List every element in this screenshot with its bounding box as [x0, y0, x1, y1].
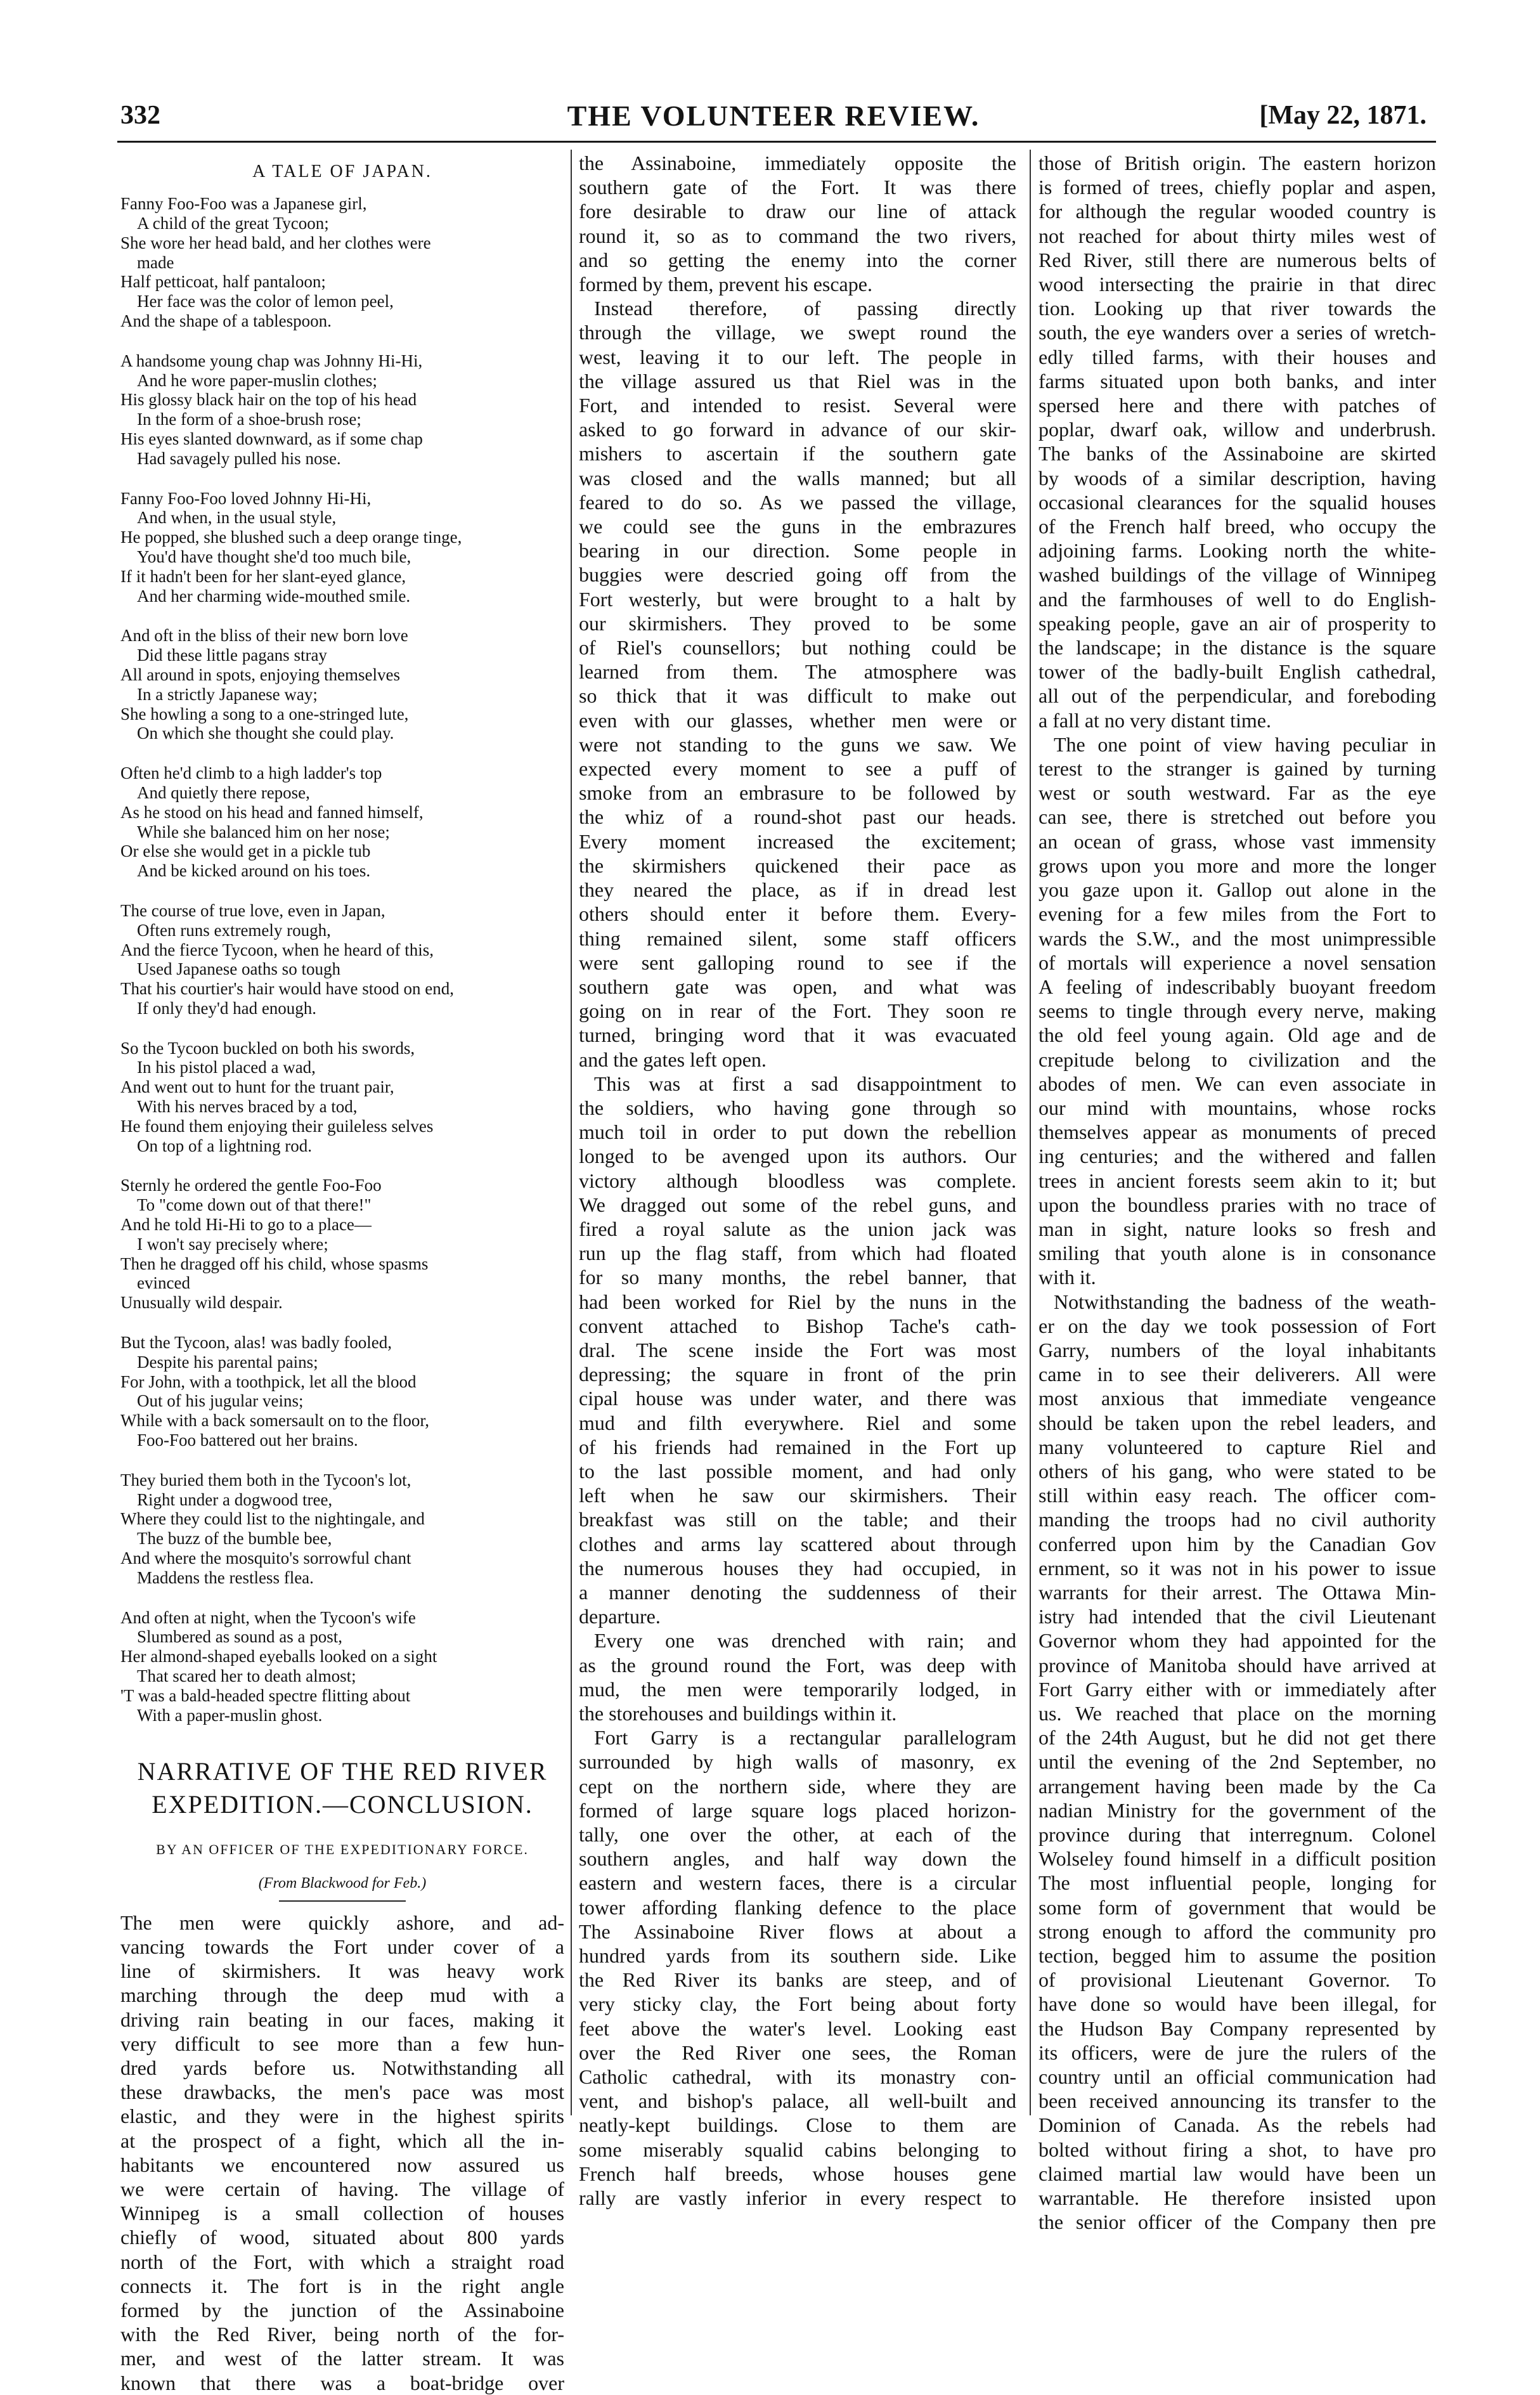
text-line: the Assinaboine, immediately opposite the	[579, 152, 1016, 174]
text-line: The men were quickly ashore, and ad-	[120, 1911, 564, 1934]
poem-line: While she balanced him on her nose;	[137, 822, 390, 841]
poem-stanza	[120, 763, 564, 881]
text-line: manding the troops had no civil authority	[1039, 1508, 1436, 1531]
text-line: clothes and arms lay scattered about through	[579, 1532, 1016, 1555]
text-line: upon the boundless praries with no trace of	[1039, 1193, 1436, 1216]
poem-line: Her almond-shaped eyeballs looked on a sight	[120, 1647, 437, 1666]
poem-stanza	[120, 1333, 564, 1450]
text-line: marching through the deep mud with a	[120, 1983, 564, 2007]
text-line: rally are vastly inferior in every respect to	[579, 2186, 1016, 2210]
poem-line: They buried them both in the Tycoon's lot,	[120, 1470, 411, 1490]
poem-line: As he stood on his head and fanned himself,	[120, 802, 424, 822]
text-line: nadian Ministry for the government of the	[1039, 1798, 1436, 1822]
text-line: southern gate of the Fort. It was there	[579, 176, 1016, 199]
text-line: hundred yards from its southern side. Like	[579, 1944, 1016, 1968]
text-line: mishers to ascertain if the southern gate	[579, 442, 1016, 465]
text-line: should be taken upon the rebel leaders, and	[1039, 1411, 1436, 1434]
text-line: been received announcing its transfer to the	[1039, 2089, 1436, 2113]
text-line: vancing towards the Fort under cover of a	[120, 1935, 564, 1958]
poem-line: And often at night, when the Tycoon's wife	[120, 1607, 416, 1627]
text-line: depressing; the square in front of the prin	[579, 1363, 1016, 1386]
text-line: warrantable. He therefore insisted upon	[1039, 2186, 1436, 2210]
text-line: the soldiers, who having gone through so	[579, 1096, 1016, 1119]
text-line: buggies were descried going off from the	[579, 563, 1016, 587]
text-line: not reached for about thirty miles west of	[1039, 224, 1436, 247]
text-line: vent, and bishop's palace, all well-built and	[579, 2089, 1016, 2113]
text-line: departure.	[579, 1605, 661, 1628]
poem-line: So the Tycoon buckled on both his swords,	[120, 1038, 415, 1058]
article-byline: BY AN OFFICER OF THE EXPEDITIONARY FORCE.	[156, 1841, 529, 1858]
text-line: seems to tingle through every nerve, making	[1039, 999, 1436, 1023]
poem-stanza	[120, 626, 564, 743]
text-line: man in sight, nature looks so fresh and	[1039, 1217, 1436, 1240]
text-line: us. We reached that place on the morning	[1039, 1702, 1436, 1725]
poem-line: All around in spots, enjoying themselves	[120, 665, 400, 684]
text-line: wards the S.W., and the most unimpressible	[1039, 926, 1436, 950]
text-line: A feeling of indescribably buoyant freedom	[1039, 975, 1436, 998]
poem-line: If it hadn't been for her slant-eyed glance,	[120, 566, 406, 586]
text-line: for so many months, the rebel banner, that	[579, 1266, 1016, 1289]
text-line: asked to go forward in advance of our skir-	[579, 418, 1016, 441]
poem-line: And went out to hunt for the truant pair,	[120, 1077, 394, 1097]
text-line: through the village, we swept round the	[579, 321, 1016, 344]
text-line: the whiz of a round-shot past our heads.	[579, 805, 1016, 829]
text-line: edly tilled farms, with their houses and	[1039, 345, 1436, 368]
text-line: The most influential people, longing for	[1039, 1871, 1436, 1895]
poem-line: In a strictly Japanese way;	[137, 684, 318, 704]
text-line: most anxious that immediate vengeance	[1039, 1387, 1436, 1410]
text-line: had been worked for Riel by the nuns in the	[579, 1290, 1016, 1313]
poem-line: Fanny Foo-Foo loved Johnny Hi-Hi,	[120, 488, 372, 508]
text-line: bearing in our direction. Some people in	[579, 539, 1016, 562]
text-line: was closed and the walls manned; but all	[579, 466, 1016, 490]
text-line: the landscape; in the distance is the square	[1039, 636, 1436, 659]
text-line: Dominion of Canada. As the rebels had	[1039, 2113, 1436, 2137]
text-line: and the farmhouses of well to do English-	[1039, 587, 1436, 611]
poem-line: The course of true love, even in Japan,	[120, 900, 385, 920]
text-line: province of Manitoba should have arrived at	[1039, 1653, 1436, 1677]
text-line: themselves appear as monuments of preced	[1039, 1120, 1436, 1144]
poem-line: And her charming wide-mouthed smile.	[137, 586, 411, 606]
text-line: turned, bringing word that it was evacuated	[579, 1023, 1016, 1047]
text-line: of provisional Lieutenant Governor. To	[1039, 1968, 1436, 1992]
text-line: many volunteered to capture Riel and	[1039, 1435, 1436, 1458]
text-line: adjoining farms. Looking north the white-	[1039, 539, 1436, 562]
text-line: of the 24th August, but he did not get there	[1039, 1726, 1436, 1749]
article-separator	[279, 1900, 406, 1902]
text-line: of mortals will experience a novel sensation	[1039, 951, 1436, 974]
text-line: and the gates left open.	[579, 1048, 767, 1071]
text-line: crepitude belong to civilization and the	[1039, 1048, 1436, 1071]
text-line: tection, begged him to assume the position	[1039, 1944, 1436, 1968]
text-line: with the Red River, being north of the for-	[120, 2323, 564, 2346]
poem-stanza	[120, 194, 564, 331]
text-line: the numerous houses they had occupied, in	[579, 1556, 1016, 1580]
text-line: victory although bloodless was complete.	[579, 1169, 1016, 1192]
text-line: for although the regular wooded country is	[1039, 200, 1436, 223]
text-line: thing remained silent, some staff officers	[579, 926, 1016, 950]
poem-line: made	[137, 252, 174, 272]
text-line: tower of the badly-built English cathedral,	[1039, 660, 1436, 684]
text-line: claimed martial law would have been un	[1039, 2162, 1436, 2185]
text-line: north of the Fort, with which a straight road	[120, 2250, 564, 2273]
text-line: evening for a few miles from the Fort to	[1039, 902, 1436, 926]
poem-line: Maddens the restless flea.	[137, 1567, 314, 1587]
text-line: province during that interregnum. Colonel	[1039, 1823, 1436, 1847]
text-line: until the evening of the 2nd September, no	[1039, 1750, 1436, 1774]
poem-line: Her face was the color of lemon peel,	[137, 292, 394, 311]
text-line: We dragged out some of the rebel guns, and	[579, 1193, 1016, 1216]
column-divider-1	[571, 150, 572, 2115]
text-line: Instead therefore, of passing directly	[594, 297, 1016, 320]
column-3	[1039, 151, 1436, 2234]
text-line: convent attached to Bishop Tache's cath-	[579, 1314, 1016, 1337]
text-line: learned from them. The atmosphere was	[579, 660, 1016, 684]
page-header	[120, 95, 1427, 140]
poem-line: On which she thought she could play.	[137, 724, 394, 743]
text-line: poplar, dwarf oak, willow and underbrush.	[1039, 418, 1436, 441]
text-line: mud and filth everywhere. Riel and some	[579, 1411, 1016, 1434]
poem-line: Often he'd climb to a high ladder's top	[120, 763, 382, 783]
text-line: the storehouses and buildings within it.	[579, 1702, 897, 1725]
text-line: The one point of view having peculiar in	[1054, 732, 1436, 756]
text-line: an ocean of grass, whose vast immensity	[1039, 829, 1436, 853]
column-2	[579, 151, 1016, 2210]
text-line: spersed here and there with patches of	[1039, 394, 1436, 417]
text-line: smoke from an embrasure to be followed by	[579, 781, 1016, 805]
text-line: This was at first a sad disappointment to	[594, 1072, 1016, 1095]
poem-line: While with a back somersault on to the floor,	[120, 1411, 430, 1431]
text-line: of the French half breed, who occupy the	[1039, 515, 1436, 538]
poem-line: Used Japanese oaths so tough	[137, 959, 340, 979]
text-line: er on the day we took possession of Fort	[1039, 1314, 1436, 1337]
text-line: very difficult to see more than a few hun-	[120, 2032, 564, 2055]
text-line: driving rain beating in our faces, making it	[120, 2008, 564, 2031]
poem-line: His glossy black hair on the top of his head	[120, 390, 417, 410]
text-line: round it, so as to command the two rivers,	[579, 224, 1016, 247]
poem-stanza	[120, 901, 564, 1018]
text-line: our skirmishers. They proved to be some	[579, 611, 1016, 635]
text-line: wood intersecting the prairie in that direc	[1039, 273, 1436, 296]
poem-line: His eyes slanted downward, as if some chap	[120, 429, 423, 448]
poem-body	[120, 194, 564, 1725]
text-line: can see, there is stretched out before you	[1039, 805, 1436, 829]
text-line: Red River, still there are numerous belts of	[1039, 248, 1436, 271]
text-line: istry had intended that the civil Lieutenant	[1039, 1605, 1436, 1628]
poem-line: I won't say precisely where;	[137, 1234, 328, 1254]
text-line: still within easy reach. The officer com-	[1039, 1484, 1436, 1507]
text-line: its officers, were de jure the rulers of the	[1039, 2041, 1436, 2064]
text-line: connects it. The fort is in the right angle	[120, 2274, 564, 2297]
text-line: neatly-kept buildings. Close to them are	[579, 2113, 1016, 2137]
text-line: so thick that it was difficult to make out	[579, 684, 1016, 708]
text-line: feet above the water's level. Looking east	[579, 2016, 1016, 2040]
text-line: the old feel young again. Old age and de	[1039, 1023, 1436, 1047]
text-line: very sticky clay, the Fort being about forty	[579, 1992, 1016, 2016]
poem-line: That his courtier's hair would have stood on end,	[120, 979, 454, 999]
text-line: cept on the northern side, where they are	[579, 1774, 1016, 1798]
text-line: and so getting the enemy into the corner	[579, 248, 1016, 271]
text-line: warrants for their arrest. The Ottawa Min-	[1039, 1580, 1436, 1604]
text-line: with it.	[1039, 1266, 1096, 1289]
text-line: others of his gang, who were stated to be	[1039, 1459, 1436, 1483]
text-line: the senior officer of the Company then pre	[1039, 2210, 1436, 2234]
text-line: Catholic cathedral, with its monastry con-	[579, 2065, 1016, 2089]
article-title-line-2: EXPEDITION.—CONCLUSION.	[152, 1790, 533, 1819]
poem-line: And when, in the usual style,	[137, 508, 337, 528]
text-line: The Assinaboine River flows at about a	[579, 1919, 1016, 1943]
text-line: southern angles, and half way down the	[579, 1847, 1016, 1871]
text-line: French half breeds, whose houses gene	[579, 2162, 1016, 2185]
text-line: Fort Garry either with or immediately after	[1039, 1677, 1436, 1701]
text-line: west, leaving it to our left. The people in	[579, 345, 1016, 368]
poem-line: Half petticoat, half pantaloon;	[120, 272, 326, 292]
text-line: the village assured us that Riel was in the	[579, 369, 1016, 393]
poem-line: For John, with a toothpick, let all the blood	[120, 1372, 417, 1391]
text-line: have done so would have been illegal, for	[1039, 1992, 1436, 2016]
publication-title: THE VOLUNTEER REVIEW.	[567, 100, 980, 132]
text-line: at the prospect of a fight, which all the in-	[120, 2129, 564, 2152]
text-line: others should enter it before them. Every-	[579, 902, 1016, 926]
text-line: tion. Looking up that river towards the	[1039, 297, 1436, 320]
column-1	[120, 151, 564, 2395]
text-line: were sent galloping round to see if the	[579, 951, 1016, 974]
poem-line: And oft in the bliss of their new born love	[120, 626, 408, 646]
poem-line: That scared her to death almost;	[137, 1666, 356, 1685]
text-line: dral. The scene inside the Fort was most	[579, 1338, 1016, 1361]
poem-line: Despite his parental pains;	[137, 1352, 318, 1372]
poem-line: And where the mosquito's sorrowful chant	[120, 1548, 411, 1568]
text-line: some form of government that would be	[1039, 1895, 1436, 1919]
text-line: formed by them, prevent his escape.	[579, 273, 872, 296]
poem-line: Right under a dogwood tree,	[137, 1490, 333, 1509]
text-line: run up the flag staff, from which had floated	[579, 1242, 1016, 1265]
poem-stanza	[120, 1608, 564, 1725]
text-line: Every moment increased the excitement;	[579, 829, 1016, 853]
poem-line: Slumbered as sound as a post,	[137, 1627, 342, 1647]
poem-line: Often runs extremely rough,	[137, 920, 331, 940]
poem-title: A TALE OF JAPAN.	[252, 162, 432, 181]
text-line: formed of large square logs placed horizon-	[579, 1798, 1016, 1822]
article-title-line-1: NARRATIVE OF THE RED RIVER	[137, 1757, 548, 1786]
text-line: some miserably squalid cabins belonging to	[579, 2138, 1016, 2161]
text-line: dred yards before us. Notwithstanding all	[120, 2056, 564, 2080]
text-line: The banks of the Assinaboine are skirted	[1039, 442, 1436, 465]
text-line: longed to be avenged upon its authors. Our	[579, 1145, 1016, 1168]
text-line: of Riel's counsellors; but nothing could be	[579, 636, 1016, 659]
column-1-text	[120, 1911, 564, 2395]
text-line: we were certain of having. The village of	[120, 2178, 564, 2201]
text-line: going on in rear of the Fort. They soon re	[579, 999, 1016, 1023]
text-line: ing centuries; and the withered and fallen	[1039, 1145, 1436, 1168]
poem-line: Where they could list to the nightingale, and	[120, 1509, 425, 1529]
text-line: feared to do so. As we passed the village,	[579, 490, 1016, 514]
text-line: to the last possible moment, and had only	[579, 1459, 1016, 1483]
text-line: Fort westerly, but were brought to a halt by	[579, 587, 1016, 611]
poem-stanza	[120, 1470, 564, 1588]
text-line: fore desirable to draw our line of attack	[579, 200, 1016, 223]
text-line: washed buildings of the village of Winnipeg	[1039, 563, 1436, 587]
text-line: were not standing to the guns we saw. We	[579, 732, 1016, 756]
text-line: breakfast was still on the table; and their	[579, 1508, 1016, 1531]
text-line: came in to see their deliverers. All were	[1039, 1363, 1436, 1386]
poem-line: And he told Hi-Hi to go to a place—	[120, 1215, 372, 1235]
text-line: Wolseley found himself in a difficult position	[1039, 1847, 1436, 1871]
poem-line: Foo-Foo battered out her brains.	[137, 1431, 358, 1450]
text-line: mer, and west of the latter stream. It was	[120, 2347, 564, 2370]
text-line: bolted without firing a shot, to have pro	[1039, 2138, 1436, 2161]
poem-line: With his nerves braced by a tod,	[137, 1097, 358, 1117]
poem-line: Did these little pagans stray	[137, 646, 327, 665]
article-title	[120, 1755, 564, 1821]
poem-line: Sternly he ordered the gentle Foo-Foo	[120, 1176, 382, 1195]
text-line: cipal house was under water, and there was	[579, 1387, 1016, 1410]
text-line: over the Red River one sees, the Roman	[579, 2041, 1016, 2064]
poem-stanza	[120, 1039, 564, 1156]
poem-line: And the shape of a tablespoon.	[120, 311, 332, 330]
poem-line: You'd have thought she'd too much bile,	[137, 547, 411, 566]
text-line: of his friends had remained in the Fort up	[579, 1435, 1016, 1458]
text-line: country until an official communication had	[1039, 2065, 1436, 2089]
text-line: even with our glasses, whether men were or	[579, 708, 1016, 732]
poem-line: But the Tycoon, alas! was badly fooled,	[120, 1333, 392, 1353]
column-divider-2	[1030, 150, 1031, 2115]
text-line: strong enough to afford the community pro	[1039, 1919, 1436, 1943]
text-line: south, the eye wanders over a series of wretch-	[1039, 321, 1436, 344]
text-line: elastic, and they were in the highest spirits	[120, 2105, 564, 2128]
poem-line: On top of a lightning rod.	[137, 1136, 312, 1155]
text-line: tally, one over the other, at each of the	[579, 1823, 1016, 1847]
poem-line: The buzz of the bumble bee,	[137, 1529, 332, 1548]
text-line: abodes of men. We can even associate in	[1039, 1072, 1436, 1095]
text-line: arrangement having been made by the Ca	[1039, 1774, 1436, 1798]
text-line: Every one was drenched with rain; and	[594, 1629, 1016, 1652]
poem-line: In his pistol placed a wad,	[137, 1058, 316, 1077]
text-line: line of skirmishers. It was heavy work	[120, 1959, 564, 1983]
text-line: occasional clearances for the squalid houses	[1039, 490, 1436, 514]
poem-stanza	[120, 351, 564, 469]
poem-line: And the fierce Tycoon, when he heard of this,	[120, 940, 434, 959]
poem-stanza	[120, 489, 564, 606]
text-line: trees in ancient forests seem akin to it; but	[1039, 1169, 1436, 1192]
text-line: grows upon you more and more the longer	[1039, 854, 1436, 877]
poem-line: And he wore paper-muslin clothes;	[137, 370, 377, 390]
issue-date: [May 22, 1871.	[1259, 101, 1427, 130]
text-line: they neared the place, as if in dread lest	[579, 878, 1016, 902]
poem-line: If only they'd had enough.	[137, 998, 317, 1018]
header-rule	[117, 141, 1436, 143]
text-line: tower affording flanking defence to the place	[579, 1895, 1016, 1919]
text-line: mud, the men were temporarily lodged, in	[579, 1677, 1016, 1701]
text-line: speaking people, gave an air of prosperity to	[1039, 611, 1436, 635]
text-line: by woods of a similar description, having	[1039, 466, 1436, 490]
text-line: Winnipeg is a small collection of houses	[120, 2202, 564, 2225]
text-line: ernment, so it was not in his power to issue	[1039, 1556, 1436, 1580]
text-line: expected every moment to see a puff of	[579, 757, 1016, 781]
poem-line: In the form of a shoe-brush rose;	[137, 410, 361, 429]
text-line: you gaze upon it. Gallop out alone in the	[1039, 878, 1436, 902]
poem-line: With a paper-muslin ghost.	[137, 1705, 323, 1725]
text-line: conferred upon him by the Canadian Gov	[1039, 1532, 1436, 1555]
poem-line: He found them enjoying their guileless selves	[120, 1116, 434, 1136]
text-line: smiling that youth alone is in consonance	[1039, 1242, 1436, 1265]
poem-line: Unusually wild despair.	[120, 1293, 283, 1313]
text-line: our mind with mountains, whose rocks	[1039, 1096, 1436, 1119]
text-line: Notwithstanding the badness of the weath-	[1054, 1290, 1436, 1313]
poem-line: He popped, she blushed such a deep orange tinge,	[120, 528, 462, 547]
text-line: we could see the guns in the embrazures	[579, 515, 1016, 538]
poem-line: And be kicked around on his toes.	[137, 861, 371, 881]
text-line: fired a royal salute as the union jack was	[579, 1217, 1016, 1240]
text-line: surrounded by high walls of masonry, ex	[579, 1750, 1016, 1774]
text-line: much toil in order to put down the rebellion	[579, 1120, 1016, 1144]
text-line: those of British origin. The eastern horizon	[1039, 152, 1436, 174]
text-line: the Hudson Bay Company represented by	[1039, 2016, 1436, 2040]
poem-line: She wore her head bald, and her clothes were	[120, 233, 431, 252]
article-source: (From Blackwood for Feb.)	[258, 1874, 427, 1892]
text-line: known that there was a boat-bridge over	[120, 2371, 564, 2394]
text-line: these drawbacks, the men's pace was most	[120, 2080, 564, 2104]
text-line: farms situated upon both banks, and inter	[1039, 369, 1436, 393]
text-line: habitants we encountered now assured us	[120, 2153, 564, 2176]
text-line: Garry, numbers of the loyal inhabitants	[1039, 1338, 1436, 1361]
text-line: the skirmishers quickened their pace as	[579, 854, 1016, 877]
text-line: southern gate was open, and what was	[579, 975, 1016, 998]
poem-line: A handsome young chap was Johnny Hi-Hi,	[120, 351, 423, 370]
poem-line: Or else she would get in a pickle tub	[120, 841, 371, 861]
poem-stanza	[120, 1176, 564, 1313]
text-line: Governor whom they had appointed for the	[1039, 1629, 1436, 1652]
poem-line: 'T was a bald-headed spectre flitting about	[120, 1685, 411, 1705]
poem-line: She howling a song to a one-stringed lute,	[120, 704, 409, 724]
poem-line: Fanny Foo-Foo was a Japanese girl,	[120, 194, 367, 214]
poem-line: Then he dragged off his child, whose spasms	[120, 1254, 429, 1273]
text-line: terest to the stranger is gained by turning	[1039, 757, 1436, 781]
poem-line: evinced	[137, 1273, 190, 1293]
text-line: left when he saw our skirmishers. Their	[579, 1484, 1016, 1507]
poem-line: Had savagely pulled his nose.	[137, 448, 341, 468]
text-line: eastern and western faces, there is a circular	[579, 1871, 1016, 1895]
text-line: as the ground round the Fort, was deep with	[579, 1653, 1016, 1677]
text-line: is formed of trees, chiefly poplar and aspen,	[1039, 176, 1436, 199]
text-line: a manner denoting the suddenness of their	[579, 1580, 1016, 1604]
text-line: the Red River its banks are steep, and of	[579, 1968, 1016, 1992]
poem-line: A child of the great Tycoon;	[137, 214, 329, 233]
poem-line: And quietly there repose,	[137, 782, 310, 802]
text-line: chiefly of wood, situated about 800 yards	[120, 2226, 564, 2249]
poem-line: To "come down out of that there!"	[137, 1195, 372, 1215]
page-number: 332	[120, 101, 160, 130]
text-line: west or south westward. Far as the eye	[1039, 781, 1436, 805]
text-line: Fort Garry is a rectangular parallelogram	[594, 1726, 1016, 1749]
text-line: a fall at no very distant time.	[1039, 708, 1271, 732]
text-line: formed by the junction of the Assinaboine	[120, 2299, 564, 2322]
text-line: Fort, and intended to resist. Several were	[579, 394, 1016, 417]
text-line: all out of the perpendicular, and foreboding	[1039, 684, 1436, 708]
poem-line: Out of his jugular veins;	[137, 1391, 304, 1411]
